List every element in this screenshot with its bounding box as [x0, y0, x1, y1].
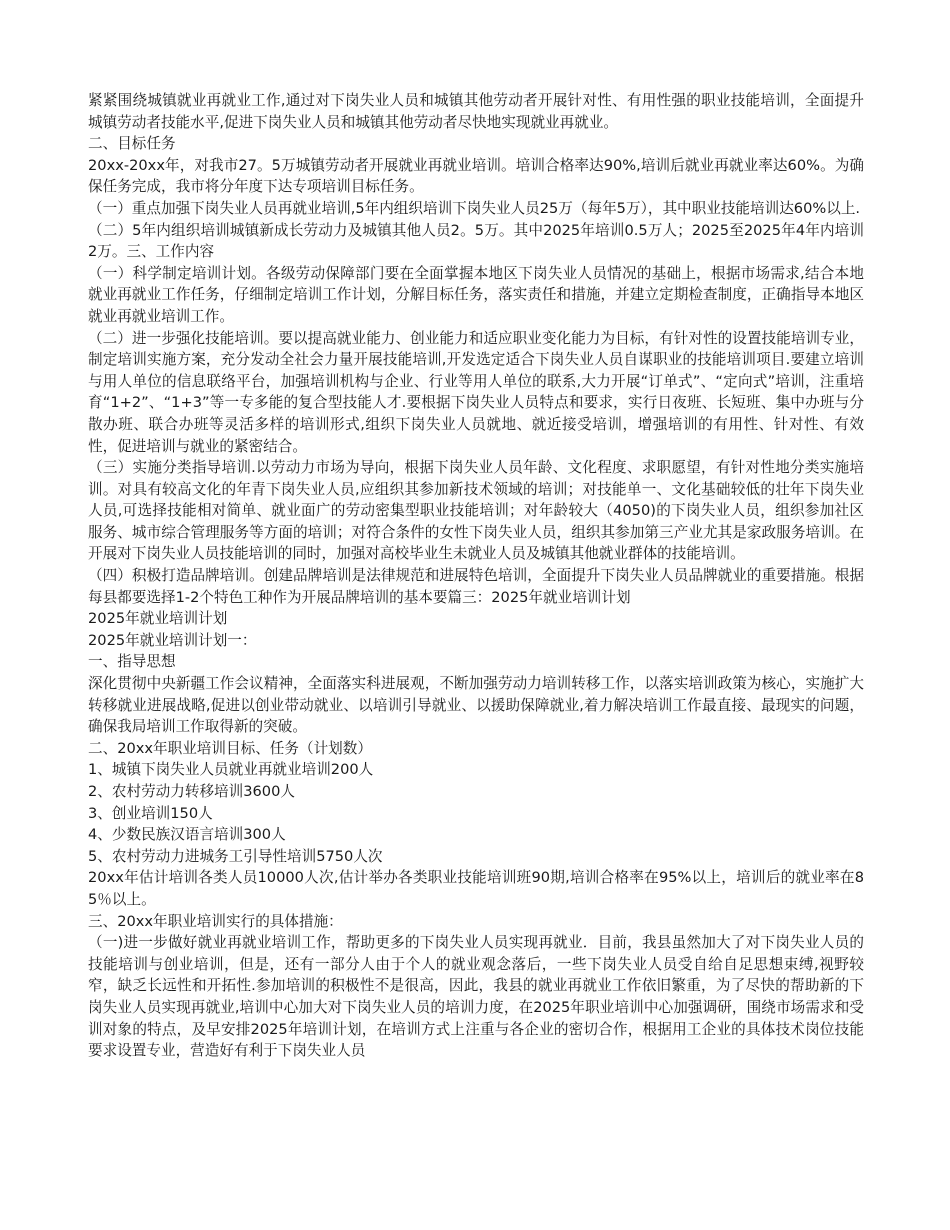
- paragraph-target-1: （一）重点加强下岗失业人员再就业培训,5年内组织培训下岗失业人员25万（每年5万），其中职业技能培训达60%以上.: [88, 199, 861, 217]
- heading-target-tasks: 二、目标任务: [88, 135, 176, 153]
- heading-plan-one: 2025年就业培训计划一：: [88, 631, 257, 649]
- paragraph-work-4: （四）积极打造品牌培训。创建品牌培训是法律规范和进展特色培训，全面提升下岗失业人员品牌就业的重要措施。根据每县都要选择1-2个特色工种作为开展品牌培训的基本要篇三：2025年就业培训计划: [88, 567, 864, 606]
- heading-training-goals: 二、20xx年职业培训目标、任务（计划数）: [88, 739, 372, 757]
- heading-plan-title: 2025年就业培训计划: [88, 610, 228, 628]
- paragraph-work-3: （三）实施分类指导培训.以劳动力市场为导向，根据下岗失业人员年龄、文化程度、求职愿望，有针对性地分类实施培训。对具有较高文化的年青下岗失业人员,应组织其参加新技术领域的培训；对技能单一、文化基础较低的壮年下岗失业人员,可选择技能相对简单、就业面广的劳动密集型职业技能培训；对年龄较大（4050)的下岗失业人员，组织参加社区服务、城市综合管理服务等方面的培训；对符合条件的女性下岗失业人员，组织其参加第三产业尤其是家政服务培训。在开展对下岗失业人员技能培训的同时，加强对高校毕业生未就业人员及城镇其他就业群体的技能培训。: [88, 459, 864, 563]
- paragraph-work-2: （二）进一步强化技能培训。要以提高就业能力、创业能力和适应职业变化能力为目标，有针对性的设置技能培训专业，制定培训实施方案，充分发动全社会力量开展技能培训,开发选定适合下岗失业人员自谋职业的技能培训项目.要建立培训与用人单位的信息联络平台，加强培训机构与企业、行业等用人单位的联系,大力开展“订单式”、“定向式”培训，注重培育“1+2”、“1+3”等一专多能的复合型技能人才.要根据下岗失业人员特点和要求，实行日夜班、长短班、集中办班与分散办班、联合办班等灵活多样的培训形式,组织下岗失业人员就地、就近接受培训，增强培训的有用性、针对性、有效性，促进培训与就业的紧密结合。: [88, 329, 864, 455]
- heading-measures: 三、20xx年职业培训实行的具体措施：: [88, 912, 343, 930]
- list-item-goal-1: 1、城镇下岗失业人员就业再就业培训200人: [88, 761, 374, 779]
- heading-guiding-thought: 一、指导思想: [88, 653, 176, 671]
- paragraph-measure-1: （一)进一步做好就业再就业培训工作，帮助更多的下岗失业人员实现再就业．目前，我县虽然加大了对下岗失业人员的技能培训与创业培训，但是，还有一部分人由于个人的就业观念落后，一些下岗失业人员受自给自足思想束缚,视野较窄，缺乏长远性和开拓性.参加培训的积极性不是很高，因此，我县的就业再就业工作依旧繁重，为了尽快的帮助新的下岗失业人员实现再就业,培训中心加大对下岗失业人员的培训力度，在2025年职业培训中心加强调研，围绕市场需求和受训对象的特点，及早安排2025年培训计划，在培训方式上注重与各企业的密切合作，根据用工企业的具体技术岗位技能要求设置专业，营造好有利于下岗失业人员: [88, 934, 864, 1060]
- list-item-goal-3: 3、创业培训150人: [88, 804, 213, 822]
- paragraph-work-1: （一）科学制定培训计划。各级劳动保障部门要在全面掌握本地区下岗失业人员情况的基础上，根据市场需求,结合本地就业再就业工作任务，仔细制定培训工作计划，分解目标任务，落实责任和措施，并建立定期检查制度，正确指导本地区就业再就业培训工作。: [88, 264, 864, 325]
- paragraph-guiding-thought: 深化贯彻中央新疆工作会议精神，全面落实科进展观，不断加强劳动力培训转移工作，以落实培训政策为核心，实施扩大转移就业进展战略,促进以创业带动就业、以培训引导就业、以援助保障就业,着力解决培训工作最直接、最现实的问题，确保我局培训工作取得新的突破。: [88, 675, 864, 736]
- paragraph-intro: 紧紧围绕城镇就业再就业工作,通过对下岗失业人员和城镇其他劳动者开展针对性、有用性强的职业技能培训，全面提升城镇劳动者技能水平,促进下岗失业人员和城镇其他劳动者尽快地实现就业再就业。: [88, 92, 864, 131]
- paragraph-target: 20xx-20xx年，对我市27。5万城镇劳动者开展就业再就业培训。培训合格率达90%,培训后就业再就业率达60%。为确保任务完成，我市将分年度下达专项培训目标任务。: [88, 156, 864, 196]
- document-body: [88, 90, 864, 1062]
- list-item-goal-5: 5、农村劳动力进城务工引导性培训5750人次: [88, 847, 383, 865]
- list-item-goal-2: 2、农村劳动力转移培训3600人: [88, 783, 295, 800]
- paragraph-estimate: 20xx年估计培训各类人员10000人次,估计举办各类职业技能培训班90期,培训合格率在95%以上，培训后的就业率在85％以上。: [88, 869, 864, 908]
- list-item-goal-4: 4、少数民族汉语言培训300人: [88, 826, 286, 844]
- paragraph-target-2: （二）5年内组织培训城镇新成长劳动力及城镇其他人员2。5万。其中2025年培训0.5万人；2025至2025年4年内培训2万。三、工作内容: [88, 221, 864, 261]
